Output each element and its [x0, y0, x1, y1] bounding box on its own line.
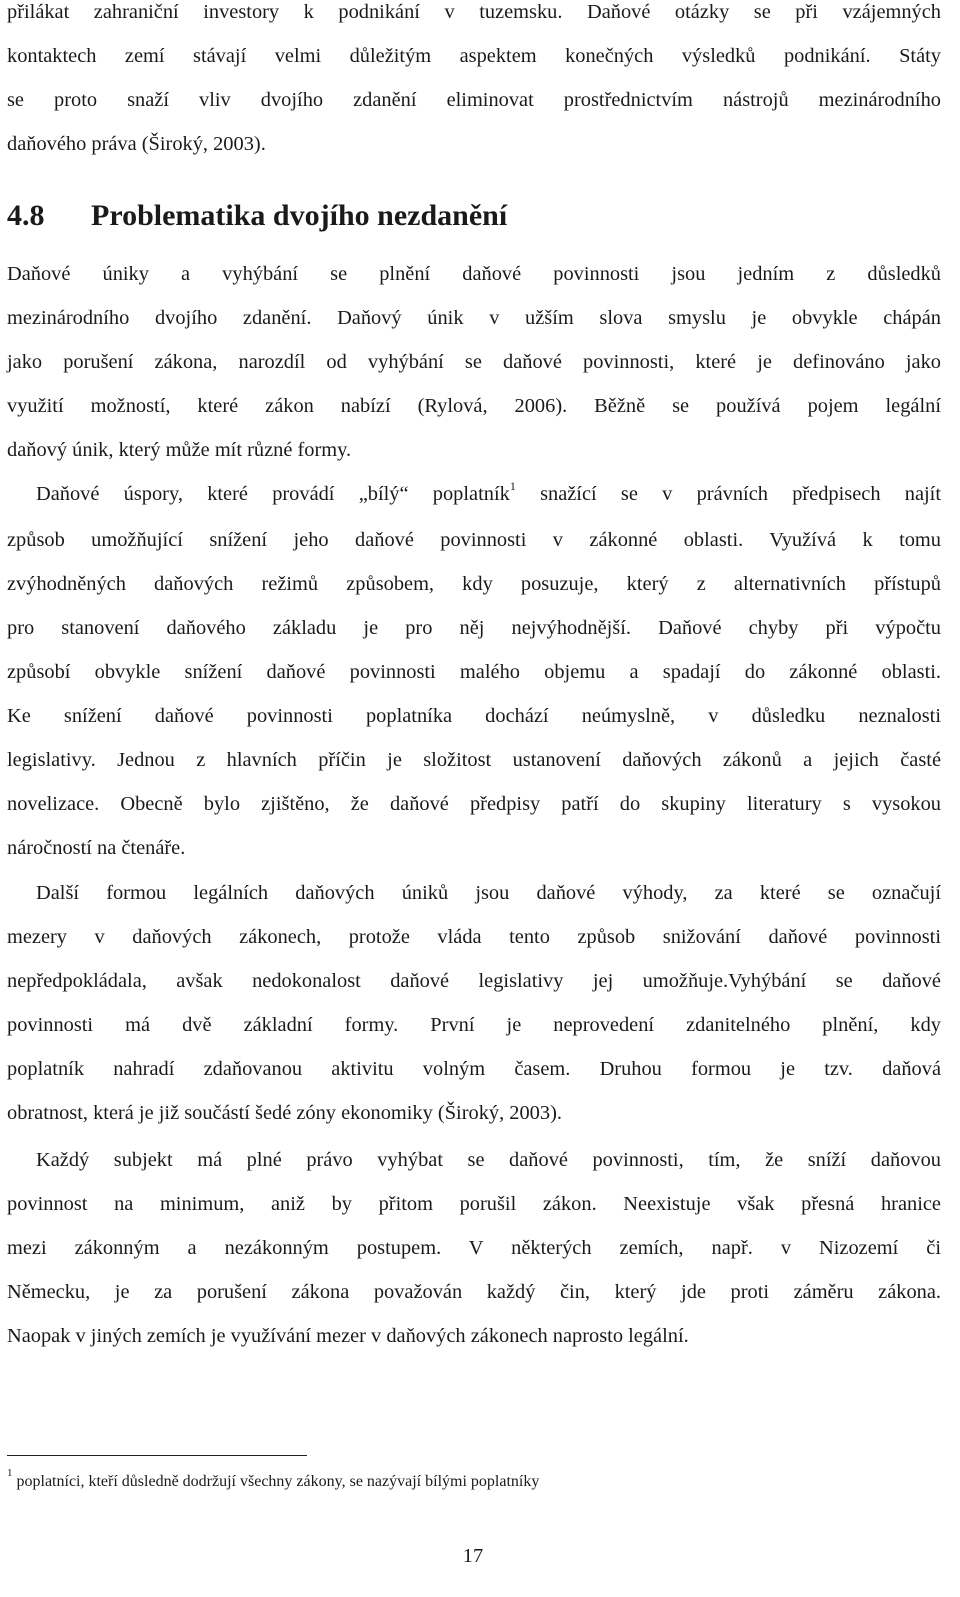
page-number: 17: [462, 1545, 484, 1567]
paragraph-line: daňový únik, který může mít různé formy.: [7, 439, 352, 461]
paragraph-line: povinnosti má dvě základní formy. První je neprovedení zdanitelného plnění, kdy: [7, 1014, 941, 1036]
paragraph-first-line: Další formou legálních daňových úniků jsou daňové výhody, za které se označují: [36, 882, 941, 904]
paragraph-first-line: Každý subjekt má plné právo vyhýbat se daňové povinnosti, tím, že sníží daňovou: [36, 1149, 941, 1171]
footnote-text: poplatníci, kteří důsledně dodržují všechny zákony, se nazývají bílými poplatníky: [16, 1473, 540, 1490]
paragraph-line: legislativy. Jednou z hlavních příčin je složitost ustanovení daňových zákonů a jejich časté: [7, 749, 941, 771]
paragraph-line: pro stanovení daňového základu je pro něj nejvýhodnější. Daňové chyby při výpočtu: [7, 617, 941, 639]
section-title: Problematika dvojího nezdanění: [91, 199, 508, 232]
paragraph-line: novelizace. Obecně bylo zjištěno, že daňové předpisy patří do skupiny literatury s vysokou: [7, 793, 941, 815]
intro-line: přilákat zahraniční investory k podnikání v tuzemsku. Daňové otázky se při vzájemných: [7, 1, 941, 23]
paragraph-line: poplatník nahradí zdaňovanou aktivitu volným časem. Druhou formou je tzv. daňová: [7, 1058, 941, 1080]
footnote-reference[interactable]: 1: [509, 479, 516, 494]
paragraph-line: využití možností, které zákon nabízí (Rylová, 2006). Běžně se používá pojem legální: [7, 395, 941, 417]
section-number: 4.8: [7, 199, 45, 232]
paragraph-line: Ke snížení daňové povinnosti poplatníka dochází neúmyslně, v důsledku neznalosti: [7, 705, 941, 727]
paragraph-line: mezinárodního dvojího zdanění. Daňový únik v užším slova smyslu je obvykle chápán: [7, 307, 941, 329]
intro-line: kontaktech zemí stávají velmi důležitým aspektem konečných výsledků podnikání. Státy: [7, 45, 941, 67]
paragraph-text: snažící se v právních předpisech najít: [515, 483, 942, 505]
paragraph-text: Daňové úspory, které provádí „bílý“ poplatník: [36, 483, 510, 505]
paragraph-line: nepředpokládala, avšak nedokonalost daňové legislativy jej umožňuje.Vyhýbání se daňové: [7, 970, 941, 992]
intro-line: se proto snaží vliv dvojího zdanění eliminovat prostřednictvím nástrojů mezinárodního: [7, 89, 941, 111]
section-heading: [7, 196, 507, 236]
paragraph-line: mezi zákonným a nezákonným postupem. V některých zemích, např. v Nizozemí či: [7, 1237, 941, 1259]
paragraph-line: způsob umožňující snížení jeho daňové povinnosti v zákonné oblasti. Využívá k tomu: [7, 529, 941, 551]
intro-line: daňového práva (Široký, 2003).: [7, 133, 266, 155]
paragraph-line: způsobí obvykle snížení daňové povinnosti malého objemu a spadají do zákonné oblasti.: [7, 661, 941, 683]
paragraph-first-line: [36, 479, 942, 506]
paragraph-line: obratnost, která je již součástí šedé zóny ekonomiky (Široký, 2003).: [7, 1102, 562, 1124]
paragraph-line: Daňové úniky a vyhýbání se plnění daňové povinnosti jsou jedním z důsledků: [7, 263, 941, 285]
paragraph-line: náročností na čtenáře.: [7, 837, 186, 859]
paragraph-line: Německu, je za porušení zákona považován každý čin, který jde proti záměru zákona.: [7, 1281, 941, 1303]
paragraph-line: jako porušení zákona, narozdíl od vyhýbání se daňové povinnosti, které je definováno jako: [7, 351, 941, 373]
paragraph-line: Naopak v jiných zemích je využívání mezer v daňových zákonech naprosto legální.: [7, 1325, 689, 1347]
footnote: [7, 1466, 540, 1493]
footnote-marker: 1: [7, 1466, 13, 1479]
footnote-divider: [7, 1455, 307, 1456]
paragraph-line: mezery v daňových zákonech, protože vláda tento způsob snižování daňové povinnosti: [7, 926, 941, 948]
paragraph-line: povinnost na minimum, aniž by přitom porušil zákon. Neexistuje však přesná hranice: [7, 1193, 941, 1215]
paragraph-line: zvýhodněných daňových režimů způsobem, kdy posuzuje, který z alternativních přístupů: [7, 573, 941, 595]
